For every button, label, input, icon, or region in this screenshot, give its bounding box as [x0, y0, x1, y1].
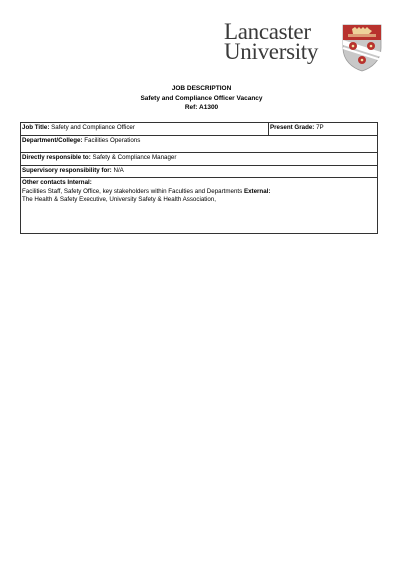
- responsible-label: Directly responsible to:: [22, 154, 91, 161]
- department-label: Department/College:: [22, 137, 83, 144]
- table-row: [21, 153, 378, 166]
- table-row: [21, 136, 378, 153]
- grade-cell: [269, 123, 378, 136]
- logo-line-1: Lancaster: [224, 19, 311, 44]
- contacts-external-label: External:: [243, 187, 271, 195]
- lancaster-university-logo: [224, 19, 384, 74]
- supervisory-label: Supervisory responsibility for:: [22, 166, 112, 174]
- contacts-external-value: The Health & Safety Executive, University Safety & Health Association,: [22, 196, 216, 203]
- table-row: [21, 123, 378, 136]
- contacts-label: Other contacts Internal:: [22, 179, 92, 186]
- supervisory-cell: [21, 165, 378, 178]
- document-subtitle: Safety and Compliance Officer Vacancy: [140, 94, 263, 102]
- document-title: JOB DESCRIPTION: [171, 85, 232, 92]
- table-row: [21, 165, 378, 178]
- job-title-value: Safety and Compliance Officer: [51, 124, 135, 131]
- grade-value: 7P: [316, 124, 324, 131]
- document-heading: [0, 84, 403, 113]
- crest-icon: [342, 24, 382, 72]
- supervisory-value: N/A: [113, 166, 124, 174]
- document-ref: Ref: A1300: [184, 104, 219, 111]
- department-cell: [21, 136, 378, 153]
- job-details-table: [20, 122, 378, 234]
- department-value: Facilities Operations: [84, 137, 141, 144]
- responsible-cell: [21, 153, 378, 166]
- job-title-label: Job Title:: [22, 124, 50, 131]
- logo-line-2: University: [224, 39, 319, 64]
- grade-label: Present Grade:: [270, 124, 315, 131]
- contacts-internal-line: [22, 188, 376, 197]
- logo-wordmark: [224, 19, 319, 64]
- responsible-value: Safety & Compliance Manager: [92, 154, 177, 161]
- job-title-cell: [21, 123, 269, 136]
- contacts-internal-value: Facilities Staff, Safety Office, key stakeholders within Faculties and Departments: [22, 187, 243, 195]
- table-row: [21, 178, 378, 234]
- contacts-cell: [21, 178, 378, 234]
